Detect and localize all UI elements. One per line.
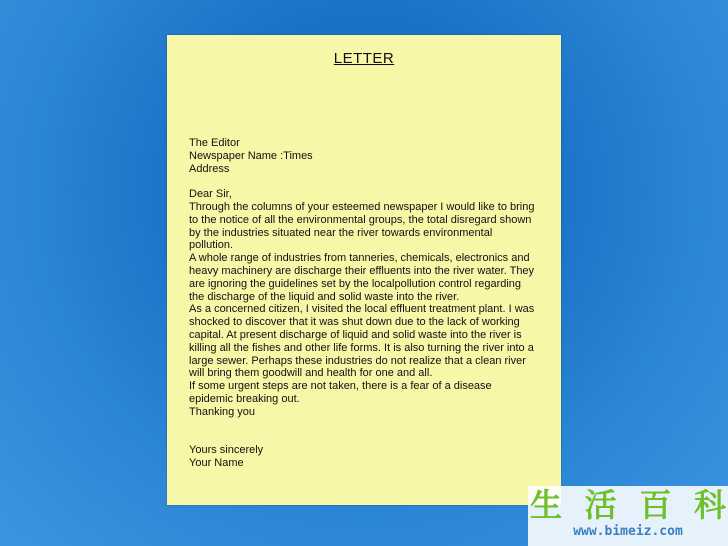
paragraph-line: capital. At present discharge of liquid and solid waste into the river is: [189, 328, 522, 341]
watermark-glyph: 活: [584, 486, 617, 524]
letter-heading: [167, 50, 561, 67]
paragraph-line: killing all the fishes and other life forms. It is also turning the river into a: [189, 341, 534, 354]
spacer: [189, 175, 549, 188]
watermark-logo: [530, 487, 726, 523]
letter-page: [167, 35, 561, 505]
recipient-line: The Editor: [189, 137, 240, 149]
recipient-line: Address: [189, 162, 230, 175]
paragraph-line: If some urgent steps are not taken, there is a fear of a disease: [189, 380, 492, 393]
recipient-line: Newspaper Name :Times: [189, 149, 313, 162]
watermark-glyph: 百: [639, 486, 672, 524]
paragraph-line: to the notice of all the environmental groups, the total disregard shown: [189, 213, 532, 226]
paragraph-line: pollution.: [189, 239, 234, 252]
paragraph-line: large sewer. Perhaps these industries do not realize that a clean river: [189, 354, 526, 367]
paragraph-line: heavy machinery are discharge their effluents into the river water. They: [189, 264, 535, 277]
paragraph-line: A whole range of industries from tanneries, chemicals, electronics and: [189, 252, 530, 265]
watermark-glyph: 生: [530, 486, 563, 524]
paragraph-line: the discharge of the liquid and solid waste into the river.: [189, 290, 460, 303]
signature-line: Your Name: [189, 456, 244, 469]
paragraph-line: shocked to discover that it was shut down due to the lack of working: [189, 316, 520, 329]
closing-line: Yours sincerely: [189, 444, 264, 457]
letter-body: [189, 137, 549, 470]
watermark-glyph: 科: [693, 486, 726, 524]
site-watermark: [528, 486, 728, 546]
paragraph-line: will bring them goodwill and health for one and all.: [189, 367, 433, 380]
paragraph-line: Through the columns of your esteemed newspaper I would like to bring: [189, 200, 535, 213]
watermark-url: www.bimeiz.com: [573, 524, 683, 539]
paragraph-line: epidemic breaking out.: [189, 392, 300, 405]
spacer: [189, 419, 549, 445]
paragraph-line: are ignoring the guidelines set by the localpollution control regarding: [189, 277, 522, 290]
thanks-line: Thanking you: [189, 405, 256, 418]
salutation: Dear Sir,: [189, 188, 232, 201]
paragraph-line: by the industries situated near the river towards environmental: [189, 226, 493, 239]
paragraph-line: As a concerned citizen, I visited the local effluent treatment plant. I was: [189, 303, 535, 316]
letter-title: LETTER: [333, 50, 395, 67]
